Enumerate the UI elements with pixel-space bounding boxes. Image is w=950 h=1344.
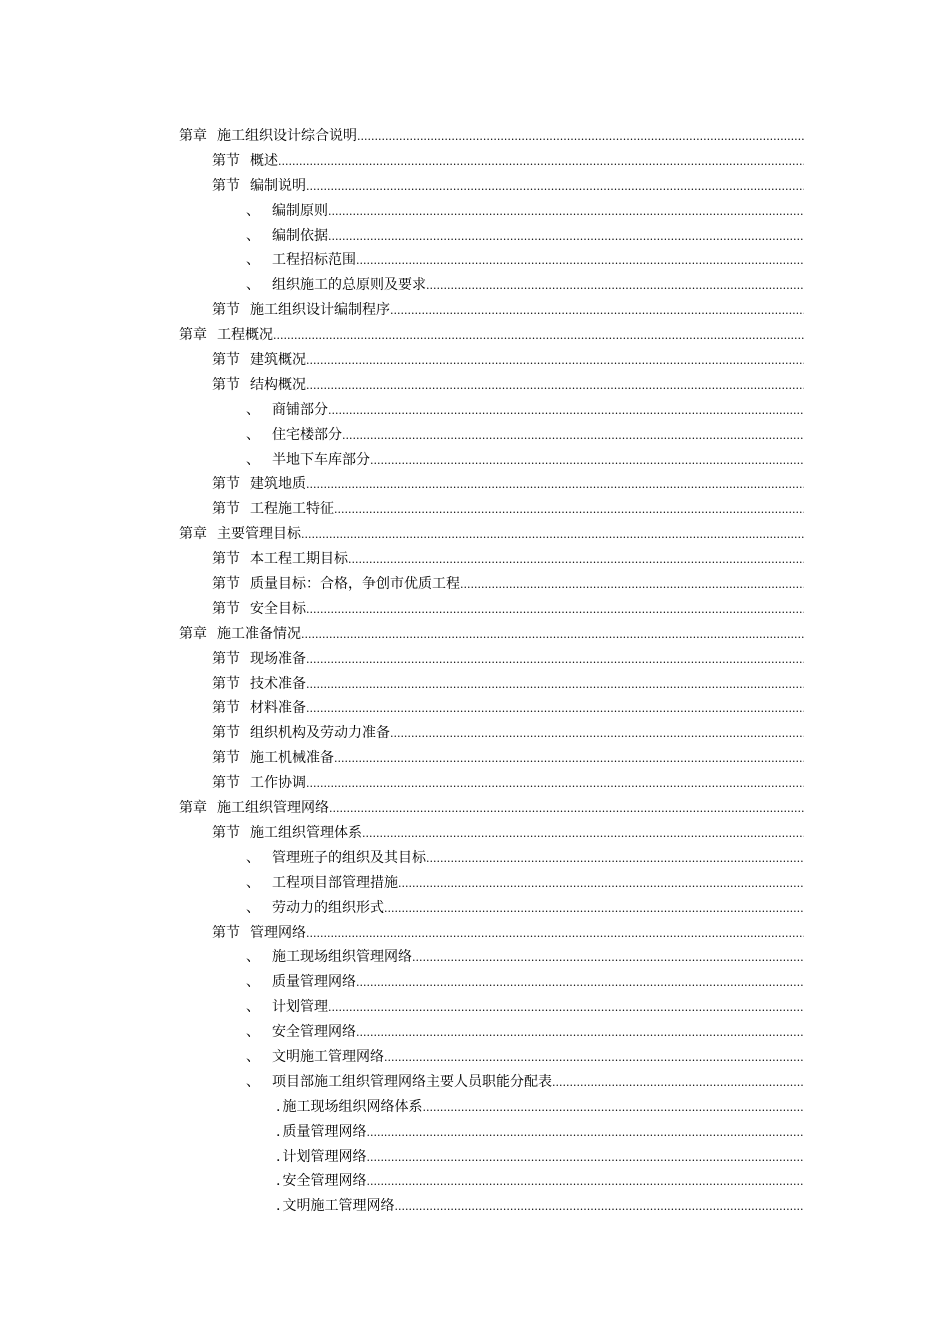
toc-entry-title: 质量目标：合格，争创市优质工程 (250, 576, 460, 593)
dot-leader (278, 150, 804, 175)
toc-entry-level-1[interactable] (0, 472, 950, 497)
toc-entry-line (212, 298, 804, 324)
toc-entry-line (212, 348, 804, 374)
dot-leader (552, 1071, 804, 1096)
toc-entry-level-3[interactable] (0, 1095, 950, 1120)
toc-entry-line (246, 846, 804, 872)
toc-entry-number: 、 (246, 426, 260, 443)
dot-leader (348, 548, 804, 573)
toc-entry-level-1[interactable] (0, 921, 950, 946)
dot-leader (328, 200, 804, 225)
toc-entry-number: 第章 (179, 800, 207, 817)
toc-entry-line (179, 522, 804, 548)
toc-entry-line (246, 945, 804, 971)
toc-entry-level-2[interactable] (0, 423, 950, 448)
toc-entry-line (246, 995, 804, 1021)
toc-entry-number: . (276, 1198, 281, 1215)
toc-entry-line (246, 398, 804, 424)
dot-leader (334, 747, 804, 772)
toc-entry-number: 、 (246, 227, 260, 244)
dot-leader (366, 1121, 804, 1146)
toc-entry-number: 第节 (212, 725, 240, 742)
toc-entry-line (246, 248, 804, 274)
toc-entry-title: 本工程工期目标 (250, 551, 348, 568)
toc-entry-title: 施工组织管理网络 (217, 800, 329, 817)
toc-entry-number: 、 (246, 451, 260, 468)
toc-entry-line (179, 622, 804, 648)
dot-leader (390, 722, 804, 747)
toc-entry-level-2[interactable] (0, 970, 950, 995)
toc-entry-level-1[interactable] (0, 647, 950, 672)
toc-entry-line (179, 124, 804, 150)
toc-entry-level-0[interactable] (0, 622, 950, 647)
dot-leader (460, 573, 804, 598)
toc-entry-line (179, 796, 804, 822)
dot-leader (394, 1195, 804, 1220)
toc-entry-number: 、 (246, 974, 260, 991)
toc-entry-title: 项目部施工组织管理网络主要人员职能分配表 (272, 1073, 552, 1090)
toc-entry-title: 施工现场组织管理网络 (272, 949, 412, 966)
toc-entry-title: 质量管理网络 (282, 1123, 367, 1140)
toc-entry-number: 第节 (212, 501, 240, 518)
toc-entry-level-2[interactable] (0, 224, 950, 249)
toc-entry-line (212, 921, 804, 947)
toc-entry-level-1[interactable] (0, 572, 950, 597)
dot-leader (306, 673, 804, 698)
toc-entry-number: . (276, 1173, 281, 1190)
toc-entry-line (246, 1070, 804, 1096)
dot-leader (306, 349, 804, 374)
toc-entry-level-0[interactable] (0, 796, 950, 821)
dot-leader (328, 225, 804, 250)
toc-entry-level-2[interactable] (0, 1070, 950, 1095)
toc-entry-title: 管理网络 (250, 924, 306, 941)
toc-entry-line (212, 497, 804, 523)
toc-entry-number: 、 (246, 849, 260, 866)
toc-entry-level-1[interactable] (0, 721, 950, 746)
toc-entry-line (246, 224, 804, 250)
dot-leader (301, 623, 804, 648)
toc-entry-number: 第章 (179, 327, 207, 344)
dot-leader (306, 473, 804, 498)
toc-entry-title: 半地下车库部分 (272, 451, 370, 468)
toc-entry-line (212, 672, 804, 698)
toc-entry-title: 概述 (250, 152, 278, 169)
toc-entry-title: 施工准备情况 (217, 625, 301, 642)
dot-leader (306, 374, 804, 399)
toc-entry-level-2[interactable] (0, 1045, 950, 1070)
toc-entry-title: 工作协调 (250, 775, 306, 792)
toc-entry-number: 第节 (212, 576, 240, 593)
dot-leader (306, 598, 804, 623)
toc-entry-level-1[interactable] (0, 298, 950, 323)
toc-entry-line (246, 871, 804, 897)
toc-entry-line (212, 746, 804, 772)
toc-entry-title: 住宅楼部分 (272, 426, 342, 443)
toc-entry-title: 劳动力的组织形式 (272, 899, 384, 916)
toc-entry-number: 、 (246, 1048, 260, 1065)
toc-entry-level-1[interactable] (0, 821, 950, 846)
toc-entry-title: 结构概况 (250, 376, 306, 393)
toc-entry-number: 第节 (212, 152, 240, 169)
toc-entry-line (212, 472, 804, 498)
dot-leader (356, 1021, 804, 1046)
dot-leader (306, 175, 804, 200)
toc-entry-title: 文明施工管理网络 (272, 1048, 384, 1065)
toc-entry-title: 安全管理网络 (282, 1173, 367, 1190)
toc-entry-number: 、 (246, 949, 260, 966)
dot-leader (329, 797, 804, 822)
toc-entry-level-2[interactable] (0, 448, 950, 473)
toc-entry-title: 编制原则 (272, 202, 328, 219)
toc-entry-level-2[interactable] (0, 846, 950, 871)
toc-entry-level-2[interactable] (0, 945, 950, 970)
toc-entry-title: 质量管理网络 (272, 974, 356, 991)
toc-entry-level-0[interactable] (0, 323, 950, 348)
toc-entry-line (246, 423, 804, 449)
dot-leader (426, 274, 804, 299)
toc-entry-title: 组织机构及劳动力准备 (250, 725, 390, 742)
toc-entry-line (246, 273, 804, 299)
toc-entry-title: 管理班子的组织及其目标 (272, 849, 426, 866)
toc-entry-number: 、 (246, 202, 260, 219)
dot-leader (370, 449, 804, 474)
toc-entry-line (246, 970, 804, 996)
toc-entry-level-3[interactable] (0, 1120, 950, 1145)
toc-entry-level-2[interactable] (0, 1020, 950, 1045)
toc-entry-title: 工程概况 (217, 327, 273, 344)
toc-entry-number: 第节 (212, 476, 240, 493)
toc-entry-line (246, 448, 804, 474)
toc-entry-line (212, 149, 804, 175)
dot-leader (390, 299, 804, 324)
table-of-contents (0, 124, 950, 1219)
toc-entry-level-1[interactable] (0, 771, 950, 796)
toc-entry-level-2[interactable] (0, 398, 950, 423)
toc-entry-number: 、 (246, 999, 260, 1016)
toc-entry-title: 施工组织设计综合说明 (217, 128, 357, 144)
toc-entry-level-1[interactable] (0, 696, 950, 721)
toc-entry-number: 第节 (212, 824, 240, 841)
toc-entry-title: 施工现场组织网络体系 (282, 1098, 423, 1115)
toc-entry-line (212, 696, 804, 722)
dot-leader (362, 822, 804, 847)
toc-entry-level-2[interactable] (0, 248, 950, 273)
toc-entry-level-1[interactable] (0, 149, 950, 174)
toc-entry-number: 第节 (212, 376, 240, 393)
dot-leader (356, 971, 804, 996)
toc-entry-line (276, 1145, 804, 1171)
dot-leader (384, 897, 804, 922)
toc-entry-level-2[interactable] (0, 995, 950, 1020)
toc-entry-line (212, 771, 804, 797)
toc-entry-title: 现场准备 (250, 650, 306, 667)
dot-leader (306, 648, 804, 673)
toc-entry-line (276, 1120, 804, 1146)
toc-entry-number: . (276, 1148, 281, 1165)
toc-entry-level-3[interactable] (0, 1145, 950, 1170)
toc-entry-line (212, 721, 804, 747)
toc-entry-level-1[interactable] (0, 547, 950, 572)
dot-leader (301, 523, 804, 548)
toc-entry-line (212, 572, 804, 598)
dot-leader (306, 922, 804, 947)
toc-entry-number: . (276, 1098, 281, 1115)
toc-entry-title: 计划管理 (272, 999, 328, 1016)
toc-entry-line (276, 1095, 804, 1121)
dot-leader (328, 399, 804, 424)
toc-entry-line (246, 199, 804, 225)
toc-entry-number: 、 (246, 252, 260, 269)
dot-leader (422, 1096, 804, 1121)
toc-entry-number: 第节 (212, 775, 240, 792)
toc-entry-title: 施工组织管理体系 (250, 824, 362, 841)
toc-entry-level-3[interactable] (0, 1169, 950, 1194)
toc-entry-level-0[interactable] (0, 522, 950, 547)
toc-entry-title: 主要管理目标 (217, 526, 301, 543)
dot-leader (366, 1170, 804, 1195)
toc-entry-title: 编制说明 (250, 177, 306, 194)
dot-leader (328, 996, 804, 1021)
toc-entry-number: 第节 (212, 924, 240, 941)
toc-entry-title: 建筑地质 (250, 476, 306, 493)
toc-entry-line (246, 1045, 804, 1071)
toc-entry-number: 、 (246, 401, 260, 418)
toc-entry-title: 施工组织设计编制程序 (250, 302, 390, 319)
toc-entry-line (212, 821, 804, 847)
toc-entry-line (276, 1194, 804, 1220)
toc-entry-level-2[interactable] (0, 871, 950, 896)
toc-entry-level-1[interactable] (0, 597, 950, 622)
toc-entry-number: 第节 (212, 750, 240, 767)
toc-entry-number: 第节 (212, 352, 240, 369)
toc-entry-number: 第章 (179, 128, 207, 144)
toc-entry-number: 、 (246, 874, 260, 891)
toc-entry-title: 编制依据 (272, 227, 328, 244)
toc-entry-number: 、 (246, 277, 260, 294)
toc-entry-number: 第节 (212, 551, 240, 568)
dot-leader (412, 946, 804, 971)
toc-entry-line (246, 1020, 804, 1046)
toc-entry-number: 、 (246, 1024, 260, 1041)
toc-entry-title: 工程施工特征 (250, 501, 334, 518)
toc-entry-number: 第节 (212, 675, 240, 692)
toc-entry-title: 商铺部分 (272, 401, 328, 418)
toc-entry-level-3[interactable] (0, 1194, 950, 1219)
toc-entry-number: 第节 (212, 302, 240, 319)
toc-entry-level-1[interactable] (0, 746, 950, 771)
toc-entry-title: 材料准备 (250, 700, 306, 717)
toc-entry-number: . (276, 1123, 281, 1140)
toc-entry-title: 计划管理网络 (282, 1148, 367, 1165)
dot-leader (357, 125, 804, 150)
toc-entry-line (276, 1169, 804, 1195)
toc-entry-title: 安全管理网络 (272, 1024, 356, 1041)
toc-entry-level-1[interactable] (0, 672, 950, 697)
toc-entry-number: 第节 (212, 700, 240, 717)
toc-entry-level-1[interactable] (0, 348, 950, 373)
toc-entry-line (179, 323, 804, 349)
dot-leader (334, 498, 804, 523)
dot-leader (342, 424, 804, 449)
dot-leader (426, 847, 804, 872)
toc-entry-title: 建筑概况 (250, 352, 306, 369)
toc-entry-title: 施工机械准备 (250, 750, 334, 767)
toc-entry-level-0[interactable] (0, 124, 950, 149)
toc-entry-level-1[interactable] (0, 497, 950, 522)
toc-entry-level-2[interactable] (0, 199, 950, 224)
toc-entry-title: 文明施工管理网络 (282, 1198, 395, 1215)
toc-entry-number: 、 (246, 1073, 260, 1090)
dot-leader (273, 324, 804, 349)
dot-leader (356, 249, 804, 274)
toc-entry-level-1[interactable] (0, 373, 950, 398)
toc-entry-line (246, 896, 804, 922)
dot-leader (366, 1146, 804, 1171)
toc-entry-level-1[interactable] (0, 174, 950, 199)
toc-entry-title: 工程招标范围 (272, 252, 356, 269)
toc-entry-number: 第章 (179, 526, 207, 543)
toc-entry-line (212, 597, 804, 623)
dot-leader (398, 872, 804, 897)
toc-entry-number: 、 (246, 899, 260, 916)
toc-entry-title: 安全目标 (250, 600, 306, 617)
toc-entry-title: 组织施工的总原则及要求 (272, 277, 426, 294)
dot-leader (306, 772, 804, 797)
toc-entry-line (212, 174, 804, 200)
toc-entry-line (212, 373, 804, 399)
toc-entry-line (212, 647, 804, 673)
dot-leader (306, 697, 804, 722)
toc-entry-level-2[interactable] (0, 273, 950, 298)
toc-entry-level-2[interactable] (0, 896, 950, 921)
toc-entry-number: 第节 (212, 600, 240, 617)
toc-entry-number: 第节 (212, 177, 240, 194)
toc-entry-title: 技术准备 (250, 675, 306, 692)
toc-entry-number: 第章 (179, 625, 207, 642)
dot-leader (384, 1046, 804, 1071)
toc-entry-title: 工程项目部管理措施 (272, 874, 398, 891)
toc-entry-line (212, 547, 804, 573)
toc-entry-number: 第节 (212, 650, 240, 667)
